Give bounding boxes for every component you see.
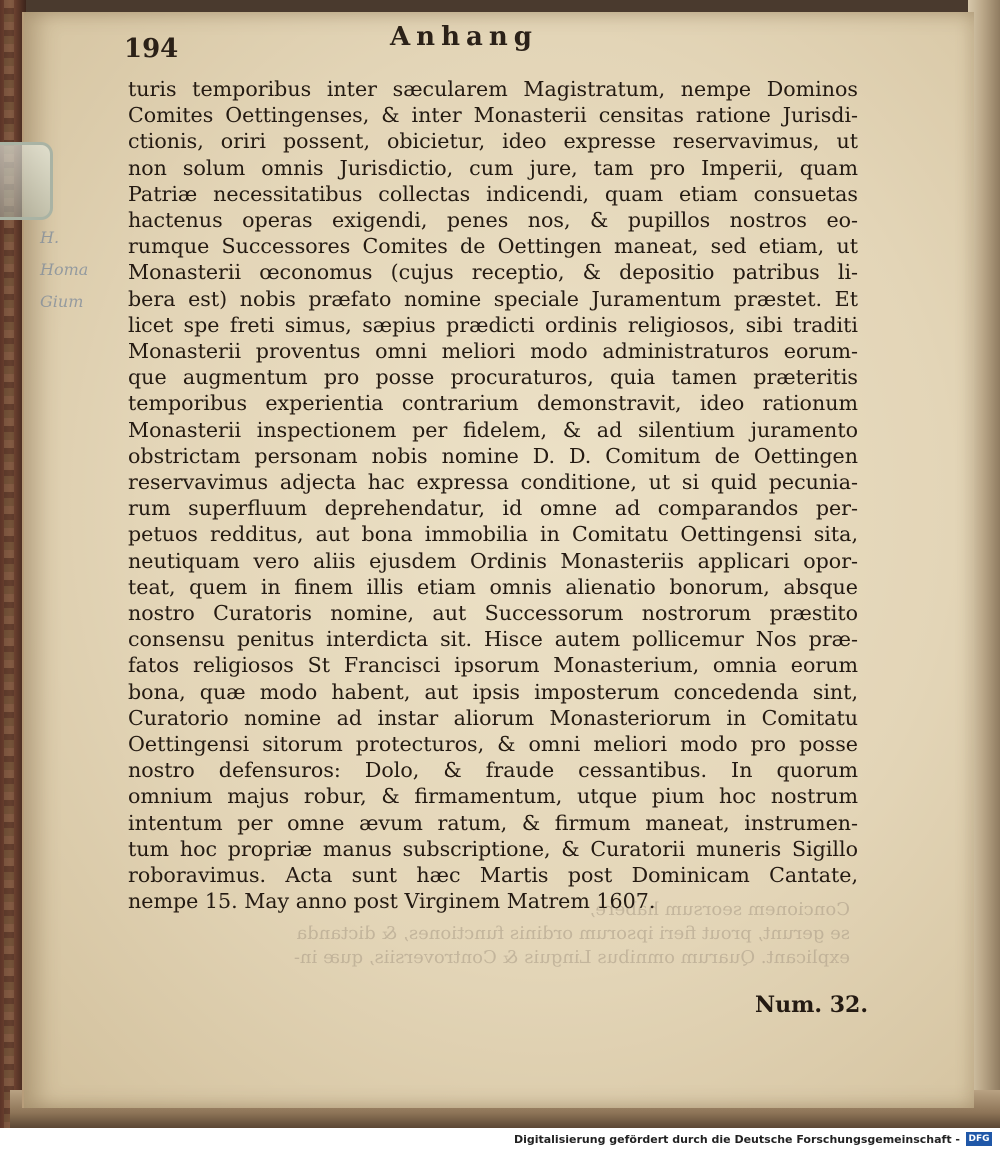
text-line: petuos redditus, aut bona immobilia in Comitatu Oettingensi sita, bbox=[128, 522, 858, 547]
text-line: nostro defensuros: Dolo, & fraude cessantibus. In quorum bbox=[128, 758, 858, 783]
text-line: hactenus operas exigendi, penes nos, & pupillos nostros eo- bbox=[128, 208, 858, 233]
body-text bbox=[128, 76, 858, 915]
text-line: rum superfluum deprehendatur, id omne ad comparandos per- bbox=[128, 496, 858, 521]
text-line: Oettingensi sitorum protecturos, & omni meliori modo pro posse bbox=[128, 732, 858, 757]
text-line: reservavimus adjecta hac expressa conditione, ut si quid pecunia- bbox=[128, 470, 858, 495]
text-line: licet spe freti simus, sæpius prædicti ordinis religiosos, sibi traditi bbox=[128, 312, 858, 337]
text-line: ctionis, oriri possent, obicietur, ideo expresse reservavimus, ut bbox=[128, 129, 858, 154]
text-line: Monasterii œconomus (cujus receptio, & depositio patribus li- bbox=[128, 260, 858, 285]
text-line: nostro Curatoris nomine, aut Successorum nostrorum præstito bbox=[128, 601, 858, 626]
text-line: teat, quem in finem illis etiam omnis alienatio bonorum, absque bbox=[128, 574, 858, 599]
text-line: omnium majus robur, & firmamentum, utque pium hoc nostrum bbox=[128, 784, 858, 809]
bookmark-clip bbox=[0, 142, 53, 220]
page-number: 194 bbox=[124, 34, 179, 64]
text-line: Patriæ necessitatibus collectas indicendi, quam etiam consuetas bbox=[128, 181, 858, 206]
text-line: Curatorio nomine ad instar aliorum Monasteriorum in Comitatu bbox=[128, 705, 858, 730]
margin-note-line: Gium bbox=[40, 292, 84, 311]
text-line: neutiquam vero aliis ejusdem Ordinis Monasteriis applicari opor- bbox=[128, 548, 858, 573]
text-line: rumque Successores Comites de Oettingen maneat, sed etiam, ut bbox=[128, 234, 858, 259]
text-line: Monasterii inspectionem per fidelem, & ad silentium juramento bbox=[128, 417, 858, 442]
text-line: non solum omnis Jurisdictio, cum jure, tam pro Imperii, quam bbox=[128, 155, 858, 180]
text-line: Monasterii proventus omni meliori modo administraturos eorum- bbox=[128, 339, 858, 364]
text-line: Comites Oettingenses, & inter Monasterii censitas ratione Jurisdi- bbox=[128, 103, 858, 128]
text-line: temporibus experientia contrarium demonstravit, ideo rationum bbox=[128, 391, 858, 416]
handwritten-margin-note bbox=[40, 222, 100, 318]
text-line: roboravimus. Acta sunt hæc Martis post Dominicam Cantate, bbox=[128, 863, 858, 888]
text-line: nempe 15. May anno post Virginem Matrem 1607. bbox=[128, 889, 656, 914]
running-head: Anhang bbox=[390, 22, 538, 52]
margin-note-line: H. bbox=[40, 228, 60, 247]
text-line: intentum per omne ævum ratum, & firmum maneat, instrumen- bbox=[128, 810, 858, 835]
text-line: bona, quæ modo habent, aut ipsis imposterum concedenda sint, bbox=[128, 679, 858, 704]
text-line: tum hoc propriæ manus subscriptione, & Curatorii muneris Sigillo bbox=[128, 836, 858, 861]
catchword: Num. 32. bbox=[755, 992, 868, 1018]
margin-note-line: Homa bbox=[40, 260, 89, 279]
text-line: que augmentum pro posse procuraturos, quia tamen præteritis bbox=[128, 365, 858, 390]
text-line: fatos religiosos St Francisci ipsorum Monasterium, omnia eorum bbox=[128, 653, 858, 678]
text-line: consensu penitus interdicta sit. Hisce autem pollicemur Nos præ- bbox=[128, 627, 858, 652]
text-line: bera est) nobis præfato nomine speciale Juramentum præstet. Et bbox=[128, 286, 858, 311]
digitization-credit: Digitalisierung gefördert durch die Deutsche Forschungsgemeinschaft - bbox=[513, 1133, 960, 1146]
text-line: obstrictam personam nobis nomine D. D. Comitum de Oettingen bbox=[128, 443, 858, 468]
text-line: turis temporibus inter sæcularem Magistratum, nempe Dominos bbox=[128, 77, 858, 101]
bleed-through-text: Concionem seorsum habere, se gerunt, prout fieri ipsorum ordinis functiones, & dictanda explicant. Quarum omnibus Linguis & Controversiis, quæ in- bbox=[293, 899, 850, 968]
dfg-logo: DFG bbox=[966, 1132, 992, 1146]
